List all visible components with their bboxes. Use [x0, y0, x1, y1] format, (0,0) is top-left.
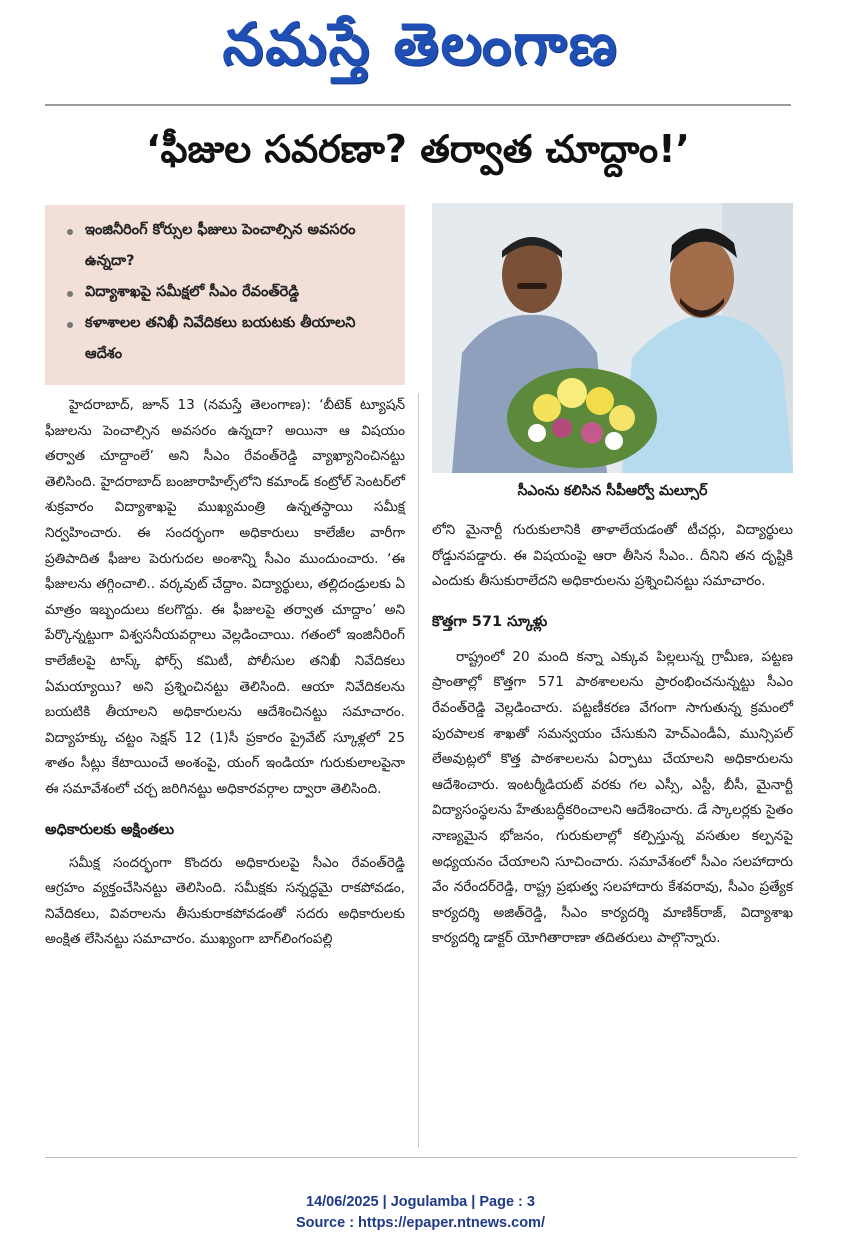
masthead — [0, 0, 841, 92]
source-link[interactable]: Source : https://epaper.ntnews.com/ — [296, 1215, 545, 1231]
bullet-icon — [67, 322, 73, 328]
article-paragraph: లోని మైనార్టీ గురుకులానికి తాళాలేయడంతో టీచర్లు, విద్యార్థులు రోడ్డునపడ్డారు. ఈ విషయంపై ఆరా తీసిన సీఎం.. దీనిని తన దృష్టికి ఎందుకు తీసుకురాలేదని అధికారులను ప్రశ్నించినట్టు సమాచారం. — [432, 522, 793, 590]
headline: ‘ఫీజుల సవరణా? తర్వాత చూద్దాం!’ — [146, 127, 690, 171]
column-divider — [418, 393, 419, 1148]
article-paragraph: హైదరాబాద్, జూన్ 13 (నమస్తే తెలంగాణ): ‘బీటెక్ ట్యూషన్ ఫీజులను పెంచాల్సిన అవసరం ఉన్నదా? అయినా ఆ విషయం తర్వాత చూద్దాంలే’ అని సీఎం రేవంత్‌రెడ్డి వ్యాఖ్యానించినట్టు తెలిసింది. హైదరాబాద్ బంజారాహిల్స్‌లోని కమాండ్ కంట్రోల్ సెంటర్‌లో శుక్రవారం విద్యాశాఖపై ముఖ్యమంత్రి ఉన్నతస్థాయి సమీక్ష నిర్వహించారు. ఈ సందర్భంగా అధికారులు కాలేజీల వారీగా ప్రతిపాదిత ఫీజుల పెరుగుదల అంశాన్ని సీఎం ముందుంచారు. ‘ఈ ఫీజులను తగ్గించాలి.. వర్కవుట్ చేద్దాం. విద్యార్థులు, తల్లిదండ్రులకు ఏ మాత్రం ఇబ్బందులు కలగొద్దు. ఈ ఫీజులపై తర్వాత చూద్దాం’ అని పేర్కొన్నట్టుగా విశ్వసనీయవర్గాలు వెల్లడించాయి. గతంలో ఇంజినీరింగ్ కాలేజీలపై టాస్క్ ఫోర్స్ కమిటీ, పోలీసుల తనిఖీ నివేదికలు ఏమయ్యాయి? అని ప్రశ్నించినట్టు తెలిసింది. ఆయా నివేదికలను బయటికి తీయాలని అధికారులను ఆదేశించినట్టు సమాచారం. విద్యాహక్కు చట్టం సెక్షన్ 12 (1)సీ ప్రకారం ప్రైవేట్ స్కూళ్లలో 25 శాతం సీట్లు కేటాయించే అంశంపై, యంగ్ ఇండియా గురుకులాలపైనా ఈ సమావేశంలో చర్చ జరిగినట్టు అధికారవర్గాల ద్వారా తెలిసింది. — [45, 397, 405, 797]
photo-illustration — [432, 203, 793, 473]
article-bottom-divider — [45, 1157, 797, 1158]
article-column-left — [45, 393, 405, 953]
highlight-text: కళాశాలల తనిఖీ నివేదికలు బయటకు తీయాలని ఆదేశం — [85, 315, 356, 362]
highlight-item — [67, 215, 393, 277]
masthead-logo: నమస్తే తెలంగాణ — [222, 10, 619, 78]
page-footer — [0, 1192, 841, 1234]
masthead-divider — [45, 104, 791, 106]
highlight-item — [67, 277, 393, 308]
article-paragraph: సమీక్ష సందర్భంగా కొందరు అధికారులపై సీఎం రేవంత్‌రెడ్డి ఆగ్రహం వ్యక్తంచేసినట్టు తెలిసింది. సమీక్షకు సన్నద్ధమై రాకపోవడం, నివేదికలు, వివరాలను తీసుకురాకపోవడంతో సదరు అధికారులకు అంక్షిత లేసినట్టు సమాచారం. ముఖ్యంగా బాగ్‌లింగంపల్లి — [45, 854, 405, 948]
edition-info: 14/06/2025 | Jogulamba | Page : 3 — [306, 1194, 535, 1210]
highlights-box — [45, 205, 405, 385]
bullet-icon — [67, 291, 73, 297]
photo-caption: సీఎంను కలిసిన సీపీఆర్వో మల్సూర్ — [517, 483, 708, 499]
highlight-item — [67, 308, 393, 370]
highlight-text: ఇంజినీరింగ్ కోర్సుల ఫీజులు పెంచాల్సిన అవసరం ఉన్నదా? — [85, 222, 356, 269]
subheading: అధికారులకు అక్షింతలు — [45, 821, 175, 838]
article-column-right — [432, 518, 793, 952]
subheading: కొత్తగా 571 స్కూళ్లు — [432, 613, 548, 630]
article-paragraph: రాష్ట్రంలో 20 మంది కన్నా ఎక్కువ పిల్లలున్న గ్రామీణ, పట్టణ ప్రాంతాల్లో కొత్తగా 571 పాఠశాలలను ప్రారంభించనున్నట్టు సీఎం రేవంత్‌రెడ్డి వెల్లడించారు. పట్టణీకరణ వేగంగా సాగుతున్న క్రమంలో పురపాలక శాఖతో సమన్వయం చేసుకుని హెచ్‌ఎండీఏ, మున్సిపల్ లేఅవుట్లలో కొత్త పాఠశాలలను ఏర్పాటు చేయాలని అధికారులను ఆదేశించారు. ఇంటర్మీడియట్ వరకు గల ఎస్సీ, ఎస్టీ, బీసీ, మైనార్టీ విద్యాసంస్థలను హేతుబద్ధీకరించాలని ఆదేశించారు. డే స్కాలర్లకు సైతం నాణ్యమైన భోజనం, గురుకులాల్లో కల్పిస్తున్న వసతుల కల్పనపై అధ్యయనం చేయాలని సూచించారు. సమావేశంలో సీఎం సలహాదారు వేం నరేందర్‌రెడ్డి, రాష్ట్ర ప్రభుత్వ సలహాదారు కేశవరావు, సీఎం ప్రత్యేక కార్యదర్శి అజిత్‌రెడ్డి, సీఎం కార్యదర్శి మాణిక్‌రాజ్, విద్యాశాఖ కార్యదర్శి డాక్టర్ యోగితారాణా తదితరులు పాల్గొన్నారు. — [432, 648, 793, 947]
bullet-icon — [67, 229, 73, 235]
news-photo — [432, 203, 793, 473]
highlight-text: విద్యాశాఖపై సమీక్షలో సీఎం రేవంత్‌రెడ్డి — [85, 284, 299, 300]
